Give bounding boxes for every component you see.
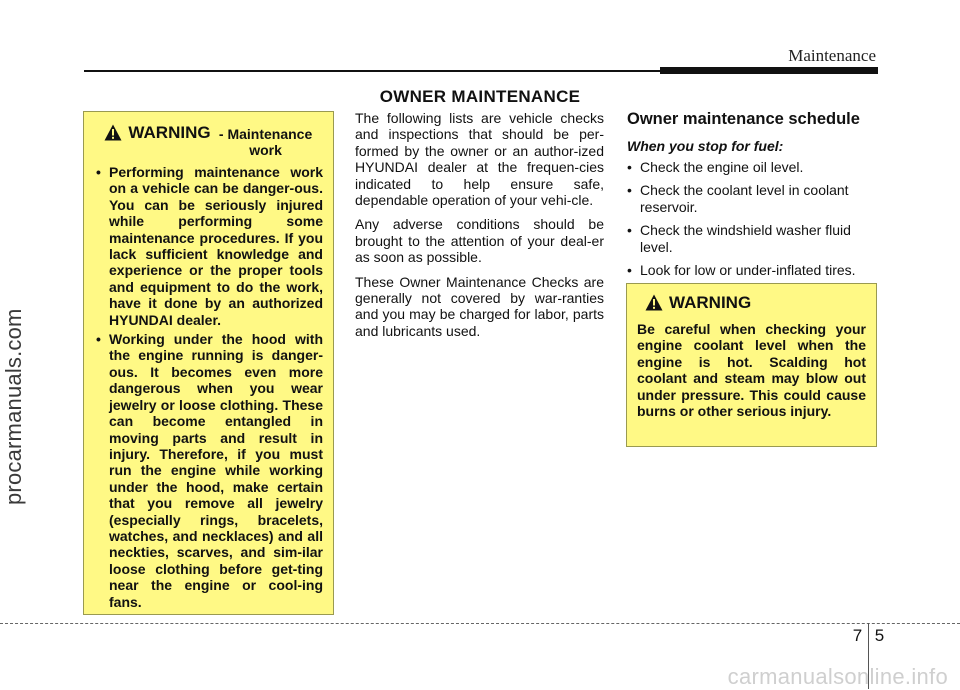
- body-text: [355, 110, 604, 347]
- bottom-watermark: carmanualsonline.info: [727, 664, 948, 689]
- chapter-number: 7: [852, 626, 863, 645]
- warning-header: [645, 293, 866, 313]
- list-item: • Check the windshield washer fluid level.: [627, 222, 878, 255]
- paragraph: Any adverse conditions should be brought to the attention of your deal-er as soon as possible.: [355, 216, 604, 266]
- list-item: • Working under the hood with the engine running is danger-ous. It becomes even more dangerous when you wear jewelry or loose clothing. These can become entangled in moving parts and result in injury. Therefore, if you must run the engine while working under the hood, make certain that you remove all jewelry (especially rings, bracelets, watches, and necklaces) and all neckties, scarves, and sim-ilar loose clothing before get-ting near the engine or cool-ing fans.: [96, 331, 323, 610]
- warning-box-coolant: [626, 283, 877, 447]
- warning-header: [96, 123, 323, 158]
- warning-title: WARNING: [128, 123, 211, 142]
- schedule-section: [627, 110, 878, 285]
- list-item: • Look for low or under-inflated tires.: [627, 262, 878, 278]
- schedule-title: Owner maintenance schedule: [627, 110, 860, 128]
- paragraph: The following lists are vehicle checks and inspections that should be per-formed by the owner or an author-ized HYUNDAI dealer at the frequen-cies indicated to help ensure safe, dependable operation of your vehi-cle.: [355, 110, 604, 209]
- side-watermark: procarmanuals.com: [1, 308, 26, 505]
- list-item: • Check the engine oil level.: [627, 159, 878, 175]
- header-rule: [84, 70, 660, 72]
- paragraph: These Owner Maintenance Checks are generally not covered by war-ranties and you may be charged for labor, parts and lubricants used.: [355, 273, 604, 339]
- schedule-list: [627, 159, 878, 278]
- page-number-value: 5: [874, 626, 885, 645]
- warning-triangle-icon: [104, 124, 122, 141]
- warning-list: [96, 164, 323, 610]
- footer-rule: [0, 623, 960, 624]
- page-title: OWNER MAINTENANCE: [379, 87, 581, 106]
- header-rule-bold: [660, 67, 878, 74]
- section-name: Maintenance: [788, 46, 876, 65]
- schedule-subtitle: When you stop for fuel:: [627, 138, 784, 154]
- warning-subtitle: - Maintenance work: [218, 126, 313, 158]
- warning-triangle-icon: [645, 294, 663, 311]
- list-item: • Check the coolant level in coolant reservoir.: [627, 182, 878, 215]
- list-item: • Performing maintenance work on a vehicle can be danger-ous. You can be seriously injured while performing some maintenance procedures. If you lack sufficient knowledge and experience or the proper tools and equipment to do the work, have it done by an authorized HYUNDAI dealer.: [96, 164, 323, 328]
- warning-text: Be careful when checking your engine coolant level when the engine is hot. Scalding hot coolant and steam may blow out under pressure. This could cause burns or other serious injury.: [637, 321, 866, 420]
- warning-title: WARNING: [669, 293, 752, 312]
- warning-box-maintenance: [83, 111, 334, 615]
